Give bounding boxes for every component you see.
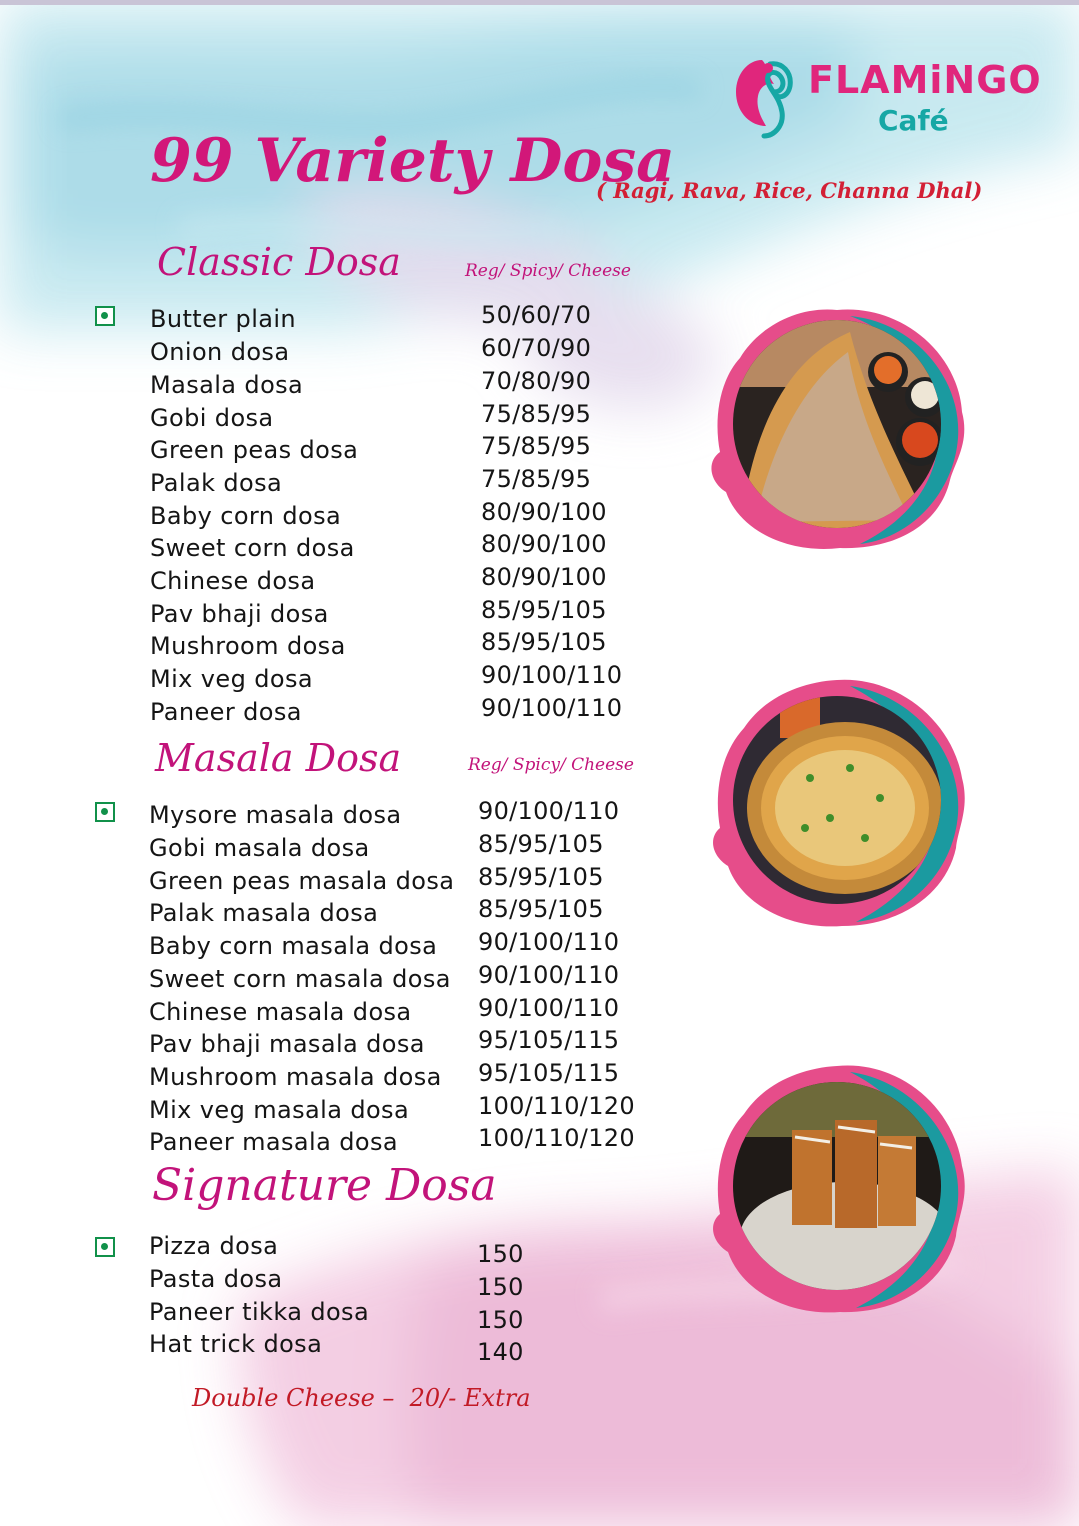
menu-item-price: 75/85/95 — [481, 465, 592, 493]
brand-name: FLAMiNGO — [808, 58, 1042, 102]
menu-item-price: 80/90/100 — [481, 563, 607, 591]
menu-item-name: Mushroom dosa — [150, 632, 346, 660]
menu-item-name: Gobi masala dosa — [149, 834, 370, 862]
menu-item-name: Onion dosa — [150, 338, 290, 366]
menu-item-name: Mix veg dosa — [150, 665, 313, 693]
veg-mark-icon — [95, 306, 115, 326]
dosa-photo-2 — [700, 668, 975, 933]
menu-item-price: 100/110/120 — [478, 1124, 635, 1152]
column-label-masala: Reg/ Spicy/ Cheese — [468, 755, 634, 775]
menu-item-price: 70/80/90 — [481, 367, 592, 395]
menu-item-price: 100/110/120 — [478, 1092, 635, 1120]
menu-item-price: 85/95/105 — [478, 830, 604, 858]
page-subtitle: ( Ragi, Rava, Rice, Channa Dhal) — [596, 178, 983, 203]
menu-item-name: Paneer tikka dosa — [149, 1298, 370, 1326]
menu-item-price: 75/85/95 — [481, 432, 592, 460]
menu-item-price: 50/60/70 — [481, 301, 592, 329]
menu-item-name: Pizza dosa — [149, 1232, 279, 1260]
menu-item-name: Palak dosa — [150, 469, 283, 497]
menu-item-price: 90/100/110 — [481, 661, 623, 689]
page-title: 99 Variety Dosa — [150, 126, 676, 196]
menu-item-name: Pasta dosa — [149, 1265, 283, 1293]
menu-item-name: Green peas masala dosa — [149, 867, 455, 895]
double-cheese-note: Double Cheese – 20/- Extra — [192, 1384, 531, 1412]
menu-item-name: Mix veg masala dosa — [149, 1096, 410, 1124]
menu-item-price: 85/95/105 — [478, 863, 604, 891]
menu-item-name: Sweet corn dosa — [150, 534, 355, 562]
top-border — [0, 0, 1079, 5]
menu-item-price: 90/100/110 — [478, 961, 620, 989]
menu-item-name: Sweet corn masala dosa — [149, 965, 451, 993]
menu-item-price: 95/105/115 — [478, 1026, 620, 1054]
menu-item-price: 90/100/110 — [478, 928, 620, 956]
menu-item-price: 90/100/110 — [478, 994, 620, 1022]
menu-item-name: Green peas dosa — [150, 436, 359, 464]
menu-item-price: 90/100/110 — [478, 797, 620, 825]
menu-item-name: Baby corn dosa — [150, 502, 342, 530]
menu-item-name: Palak masala dosa — [149, 899, 379, 927]
menu-item-name: Chinese masala dosa — [149, 998, 412, 1026]
menu-item-price: 80/90/100 — [481, 530, 607, 558]
menu-item-price: 150 — [477, 1306, 524, 1334]
menu-item-name: Paneer dosa — [150, 698, 302, 726]
menu-item-name: Chinese dosa — [150, 567, 316, 595]
brand-sub: Café — [878, 104, 949, 137]
menu-item-name: Masala dosa — [150, 371, 304, 399]
menu-item-price: 80/90/100 — [481, 498, 607, 526]
menu-item-name: Butter plain — [150, 305, 297, 333]
menu-item-name: Hat trick dosa — [149, 1330, 323, 1358]
menu-item-price: 90/100/110 — [481, 694, 623, 722]
section-title-classic: Classic Dosa — [157, 240, 401, 284]
column-label-classic: Reg/ Spicy/ Cheese — [465, 261, 631, 281]
menu-item-price: 85/95/105 — [481, 596, 607, 624]
section-title-signature: Signature Dosa — [152, 1160, 497, 1211]
menu-item-name: Gobi dosa — [150, 404, 274, 432]
dosa-photo-1 — [700, 292, 975, 557]
menu-item-price: 60/70/90 — [481, 334, 592, 362]
menu-item-price: 75/85/95 — [481, 400, 592, 428]
menu-item-name: Baby corn masala dosa — [149, 932, 438, 960]
menu-item-price: 150 — [477, 1240, 524, 1268]
menu-item-name: Mushroom masala dosa — [149, 1063, 442, 1091]
dosa-photo-3 — [700, 1052, 975, 1320]
menu-item-name: Paneer masala dosa — [149, 1128, 398, 1156]
section-title-masala: Masala Dosa — [155, 736, 402, 780]
menu-item-price: 140 — [477, 1338, 524, 1366]
menu-item-name: Pav bhaji masala dosa — [149, 1030, 425, 1058]
veg-mark-icon — [95, 802, 115, 822]
menu-item-price: 85/95/105 — [481, 628, 607, 656]
menu-item-price: 150 — [477, 1273, 524, 1301]
menu-item-price: 95/105/115 — [478, 1059, 620, 1087]
menu-item-price: 85/95/105 — [478, 895, 604, 923]
menu-item-name: Mysore masala dosa — [149, 801, 402, 829]
menu-item-name: Pav bhaji dosa — [150, 600, 329, 628]
veg-mark-icon — [95, 1237, 115, 1257]
